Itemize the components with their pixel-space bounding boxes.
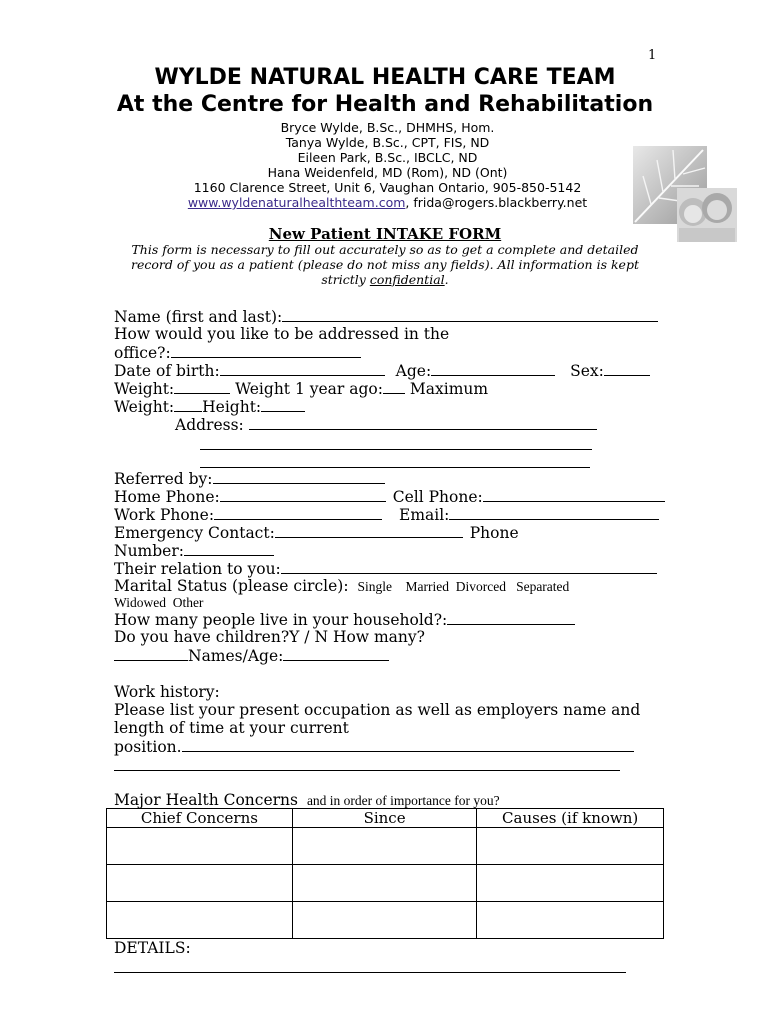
work-history-label: Work history: [114, 683, 220, 701]
work-history-instructions-2: length of time at your current [114, 719, 349, 737]
weight-row [114, 379, 488, 398]
email-text: , frida@rogers.blackberry.net [405, 195, 588, 210]
weight-1yr-field[interactable] [383, 379, 405, 394]
emergency-row [114, 523, 519, 542]
cell-phone-field[interactable] [483, 487, 665, 502]
referred-row [114, 469, 385, 488]
work-phone-label: Work Phone: [114, 506, 215, 524]
name-label: Name (first and last): [114, 308, 283, 326]
concern-cell[interactable] [107, 902, 293, 939]
address-row [175, 415, 597, 434]
clinic-title: WYLDE NATURAL HEALTH CARE TEAM [154, 65, 616, 90]
relation-field[interactable] [281, 559, 657, 574]
household-field[interactable] [447, 610, 575, 625]
intro-text: record of you as a patient (please do not miss any fields). All information is kept [131, 257, 639, 272]
staff-line: Hana Weidenfeld, MD (Rom), ND (Ont) [267, 165, 508, 180]
contact-line [100, 195, 675, 210]
home-phone-field[interactable] [220, 487, 386, 502]
staff-line: Eileen Park, B.Sc., IBCLC, ND [297, 150, 478, 165]
form-title: New Patient INTAKE FORM [268, 225, 502, 243]
table-row [107, 865, 664, 902]
household-label: How many people live in your household?: [114, 611, 448, 629]
intro-period: . [444, 272, 449, 287]
details-label: DETAILS: [114, 939, 191, 957]
name-row [114, 307, 658, 326]
emergency-field[interactable] [275, 523, 463, 538]
age-field[interactable] [431, 361, 555, 376]
height-field[interactable] [261, 397, 305, 412]
details-line[interactable] [114, 972, 626, 973]
names-age-field[interactable] [283, 646, 389, 661]
staff-line: Tanya Wylde, B.Sc., CPT, FIS, ND [285, 135, 490, 150]
children-label: Do you have children?Y / N How many? [114, 628, 425, 646]
page-number: 1 [648, 48, 657, 63]
age-label: Age: [395, 362, 432, 380]
work-phone-row [114, 505, 659, 524]
maximum-label: Maximum [409, 380, 489, 398]
relation-row [114, 559, 657, 578]
referred-label: Referred by: [114, 470, 213, 488]
marital-options-2[interactable]: Widowed Other [114, 595, 204, 610]
cause-cell[interactable] [477, 865, 664, 902]
emergency-label: Emergency Contact: [114, 524, 275, 542]
weight-field[interactable] [174, 379, 230, 394]
concerns-sublabel: and in order of importance for you? [306, 793, 500, 808]
cause-cell[interactable] [477, 902, 664, 939]
concerns-label: Major Health Concerns [114, 791, 298, 809]
max-weight-label: Weight: [114, 398, 175, 416]
children-count-field[interactable] [114, 646, 188, 661]
table-header-row [107, 809, 664, 828]
sex-label: Sex: [570, 362, 604, 380]
address-as-row [114, 343, 361, 362]
address-as-field[interactable] [171, 343, 361, 358]
intro-confidential: confidential [369, 272, 445, 287]
weight-label: Weight: [114, 380, 175, 398]
staff-line: Bryce Wylde, B.Sc., DHMHS, Hom. [280, 120, 495, 135]
emergency-phone-label: Phone [469, 524, 519, 542]
address-as-label-2: office?: [114, 344, 171, 362]
cause-cell[interactable] [477, 828, 664, 865]
position-line-2[interactable] [114, 770, 620, 771]
since-cell[interactable] [292, 828, 477, 865]
relation-label: Their relation to you: [114, 560, 281, 578]
name-field[interactable] [282, 307, 658, 322]
emergency-number-field[interactable] [184, 541, 274, 556]
address-as-label: How would you like to be addressed in the [114, 325, 450, 343]
emergency-number-label: Number: [114, 542, 184, 560]
table-row [107, 828, 664, 865]
dob-row [114, 361, 650, 380]
concerns-heading [114, 791, 500, 809]
col-since: Since [292, 809, 477, 828]
concern-cell[interactable] [107, 865, 293, 902]
intro-strictly: strictly [321, 272, 370, 287]
cell-phone-label: Cell Phone: [392, 488, 483, 506]
concern-cell[interactable] [107, 828, 293, 865]
dob-label: Date of birth: [114, 362, 220, 380]
clinic-subtitle: At the Centre for Health and Rehabilitation [116, 92, 654, 117]
height-label: Height: [202, 398, 262, 416]
email-label: Email: [399, 506, 450, 524]
referred-field[interactable] [213, 469, 385, 484]
table-row [107, 902, 664, 939]
dob-field[interactable] [220, 361, 385, 376]
address-line-2[interactable] [200, 449, 592, 450]
col-causes: Causes (if known) [477, 809, 664, 828]
website-link[interactable]: www.wyldenaturalhealthteam.com [187, 195, 406, 210]
position-field[interactable] [182, 737, 634, 752]
concerns-table [106, 808, 664, 939]
address-label: Address: [175, 416, 244, 434]
clinic-address: 1160 Clarence Street, Unit 6, Vaughan Ontario, 905-850-5142 [193, 180, 582, 195]
work-history-instructions: Please list your present occupation as well as employers name and [114, 701, 641, 719]
max-weight-row [114, 397, 305, 416]
household-row [114, 610, 575, 629]
position-label: position. [114, 738, 182, 756]
intro-text: This form is necessary to fill out accurately so as to get a complete and detailed [131, 242, 639, 257]
intro-text [0, 272, 770, 287]
marital-label: Marital Status (please circle): [114, 577, 349, 595]
since-cell[interactable] [292, 865, 477, 902]
address-line-3[interactable] [200, 467, 590, 468]
emergency-number-row [114, 541, 274, 560]
position-row [114, 737, 634, 756]
email-field[interactable] [449, 505, 659, 520]
marital-row [114, 577, 569, 596]
home-phone-label: Home Phone: [114, 488, 220, 506]
since-cell[interactable] [292, 902, 477, 939]
marital-options[interactable]: Single Married Divorced Separated [357, 579, 570, 594]
address-field[interactable] [249, 415, 597, 430]
col-chief-concerns: Chief Concerns [107, 809, 293, 828]
names-age-row [114, 646, 389, 665]
sex-field[interactable] [604, 361, 650, 376]
weight-1yr-label: Weight 1 year ago: [235, 380, 383, 398]
names-age-label: Names/Age: [188, 647, 284, 665]
home-phone-row [114, 487, 665, 506]
max-weight-field[interactable] [174, 397, 202, 412]
work-phone-field[interactable] [214, 505, 382, 520]
